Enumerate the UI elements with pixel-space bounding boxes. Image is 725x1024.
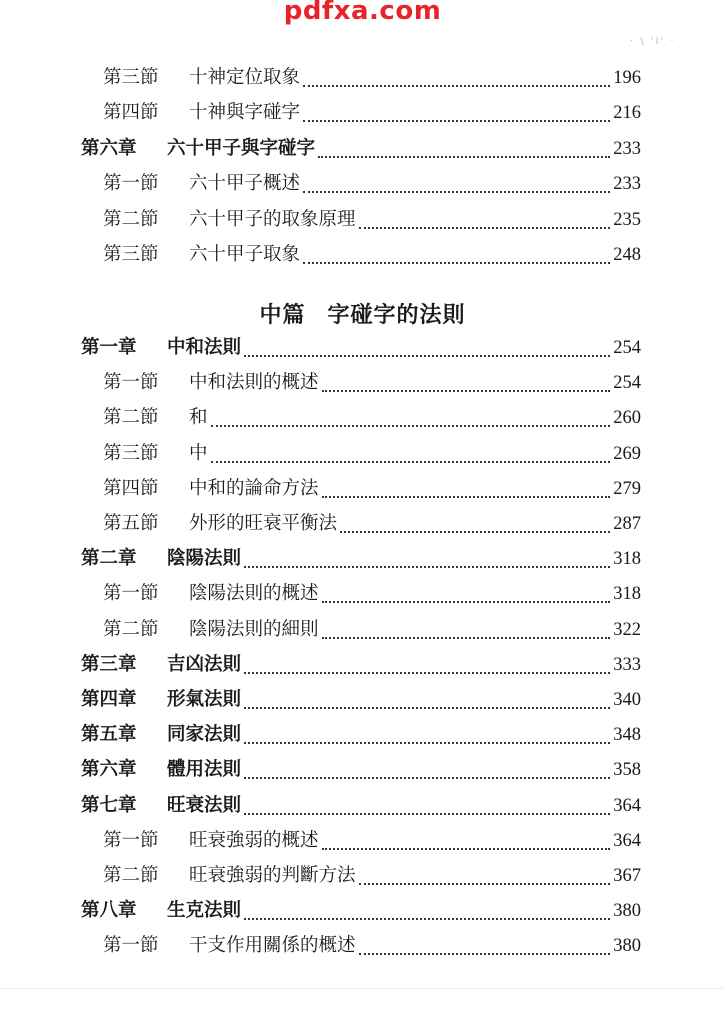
page-divider: [0, 988, 725, 989]
entry-title: 六十甲子與字碰字: [167, 137, 316, 159]
entry-number: 第一節: [103, 935, 159, 957]
dot-leader: [244, 742, 610, 744]
entry-number: 第三節: [103, 67, 159, 88]
entry-number: 第四章: [81, 689, 137, 710]
entry-page-number: 364: [613, 795, 641, 816]
entry-page-number: 318: [613, 549, 641, 570]
entry-title: 中和的論命方法: [189, 477, 319, 499]
entry-title: 和: [189, 407, 208, 429]
dot-leader: [340, 531, 610, 533]
entry-number: 第八章: [81, 900, 137, 922]
entry-page-number: 322: [613, 619, 641, 640]
toc-chapter-entry: [81, 544, 641, 574]
toc-chapter-entry: [81, 650, 641, 680]
entry-title: 六十甲子取象: [189, 244, 301, 265]
entry-page-number: 279: [613, 478, 641, 499]
entry-title: 旺衰強弱的判斷方法: [189, 865, 356, 886]
dot-leader: [322, 601, 611, 603]
toc-section-entry: [103, 826, 641, 856]
toc-chapter-entry: [81, 134, 641, 164]
part-heading: [0, 298, 725, 329]
entry-page-number: 233: [613, 138, 641, 159]
entry-page-number: 233: [613, 174, 641, 195]
entry-number: 第二節: [103, 865, 159, 886]
dot-leader: [244, 918, 610, 920]
dot-leader: [244, 777, 610, 779]
entry-number: 第三節: [103, 442, 159, 464]
entry-title: 生克法則: [167, 900, 242, 922]
entry-title: 中和法則: [167, 337, 242, 358]
entry-page-number: 287: [613, 514, 641, 534]
entry-number: 第二節: [103, 407, 159, 429]
entry-number: 第五節: [103, 513, 159, 534]
toc-section-entry: [103, 63, 641, 93]
part-title: 字碰字的法則: [327, 302, 466, 328]
entry-title: 陰陽法則的概述: [189, 583, 319, 605]
entry-title: 中: [189, 442, 208, 464]
toc-section-entry: [103, 205, 641, 235]
entry-number: 第一節: [103, 372, 159, 394]
dot-leader: [322, 637, 611, 639]
dot-leader: [303, 120, 610, 122]
entry-number: 第四節: [103, 477, 159, 499]
entry-page-number: 380: [613, 901, 641, 922]
entry-number: 第四節: [103, 102, 159, 124]
entry-page-number: 318: [613, 584, 641, 605]
entry-number: 第六章: [81, 137, 137, 159]
toc-chapter-entry: [81, 896, 641, 926]
entry-number: 第三節: [103, 244, 159, 265]
toc-section-entry: [103, 509, 641, 539]
dot-leader: [244, 355, 610, 357]
dot-leader: [303, 85, 610, 87]
toc-section-entry: [103, 169, 641, 199]
entry-page-number: 216: [613, 103, 641, 124]
dot-leader: [244, 672, 610, 674]
entry-number: 第六章: [81, 759, 137, 781]
entry-title: 十神定位取象: [189, 67, 301, 88]
toc-section-entry: [103, 579, 641, 609]
dot-leader: [322, 848, 611, 850]
entry-title: 陰陽法則的細則: [189, 618, 319, 640]
dot-leader: [359, 953, 611, 955]
entry-page-number: 196: [613, 68, 641, 88]
entry-number: 第二節: [103, 618, 159, 640]
entry-number: 第二章: [81, 548, 137, 570]
entry-title: 陰陽法則: [167, 548, 242, 570]
toc-section-entry: [103, 98, 641, 128]
entry-title: 旺衰法則: [167, 794, 242, 816]
dot-leader: [322, 390, 611, 392]
watermark-logo: pdfxa.com: [283, 0, 442, 26]
entry-number: 第一節: [103, 173, 159, 195]
entry-page-number: 333: [613, 654, 641, 675]
entry-title: 干支作用關係的概述: [189, 935, 356, 957]
entry-page-number: 380: [613, 936, 641, 957]
toc-section-entry: [103, 615, 641, 645]
entry-page-number: 358: [613, 760, 641, 781]
entry-title: 六十甲子的取象原理: [189, 208, 356, 230]
entry-page-number: 348: [613, 725, 641, 746]
entry-page-number: 367: [613, 866, 641, 886]
entry-page-number: 269: [613, 443, 641, 464]
toc-section-entry: [103, 861, 641, 891]
toc-chapter-entry: [81, 333, 641, 363]
scan-specks: · \ 'i' ·: [630, 36, 676, 47]
entry-number: 第一章: [81, 337, 137, 358]
entry-page-number: 260: [613, 408, 641, 429]
entry-title: 形氣法則: [167, 689, 242, 710]
entry-number: 第三章: [81, 653, 137, 675]
toc-section-entry: [103, 439, 641, 469]
dot-leader: [303, 191, 610, 193]
entry-number: 第一節: [103, 829, 159, 851]
toc-chapter-entry: [81, 791, 641, 821]
entry-title: 中和法則的概述: [189, 372, 319, 394]
dot-leader: [211, 425, 611, 427]
toc-chapter-entry: [81, 720, 641, 750]
toc-section-entry: [103, 368, 641, 398]
dot-leader: [244, 566, 610, 568]
entry-number: 第一節: [103, 583, 159, 605]
entry-page-number: 235: [613, 209, 641, 230]
entry-title: 吉凶法則: [167, 653, 242, 675]
dot-leader: [322, 496, 611, 498]
entry-title: 十神與字碰字: [189, 102, 301, 124]
entry-page-number: 340: [613, 690, 641, 710]
toc-section-entry: [103, 931, 641, 961]
entry-number: 第五章: [81, 724, 137, 746]
entry-page-number: 254: [613, 373, 641, 394]
toc-chapter-entry: [81, 685, 641, 715]
part-label: 中篇: [259, 302, 306, 328]
dot-leader: [211, 461, 611, 463]
entry-page-number: 248: [613, 245, 641, 265]
toc-chapter-entry: [81, 755, 641, 785]
entry-page-number: 364: [613, 830, 641, 851]
entry-title: 同家法則: [167, 724, 242, 746]
dot-leader: [244, 707, 610, 709]
dot-leader: [318, 156, 610, 158]
toc-section-entry: [103, 403, 641, 433]
toc-section-entry: [103, 474, 641, 504]
entry-number: 第七章: [81, 794, 137, 816]
dot-leader: [303, 262, 610, 264]
entry-page-number: 254: [613, 338, 641, 358]
dot-leader: [359, 227, 611, 229]
entry-title: 體用法則: [167, 759, 242, 781]
dot-leader: [359, 883, 611, 885]
dot-leader: [244, 813, 610, 815]
entry-title: 外形的旺衰平衡法: [189, 513, 338, 534]
toc-section-entry: [103, 240, 641, 270]
entry-title: 旺衰強弱的概述: [189, 829, 319, 851]
entry-title: 六十甲子概述: [189, 173, 301, 195]
entry-number: 第二節: [103, 208, 159, 230]
